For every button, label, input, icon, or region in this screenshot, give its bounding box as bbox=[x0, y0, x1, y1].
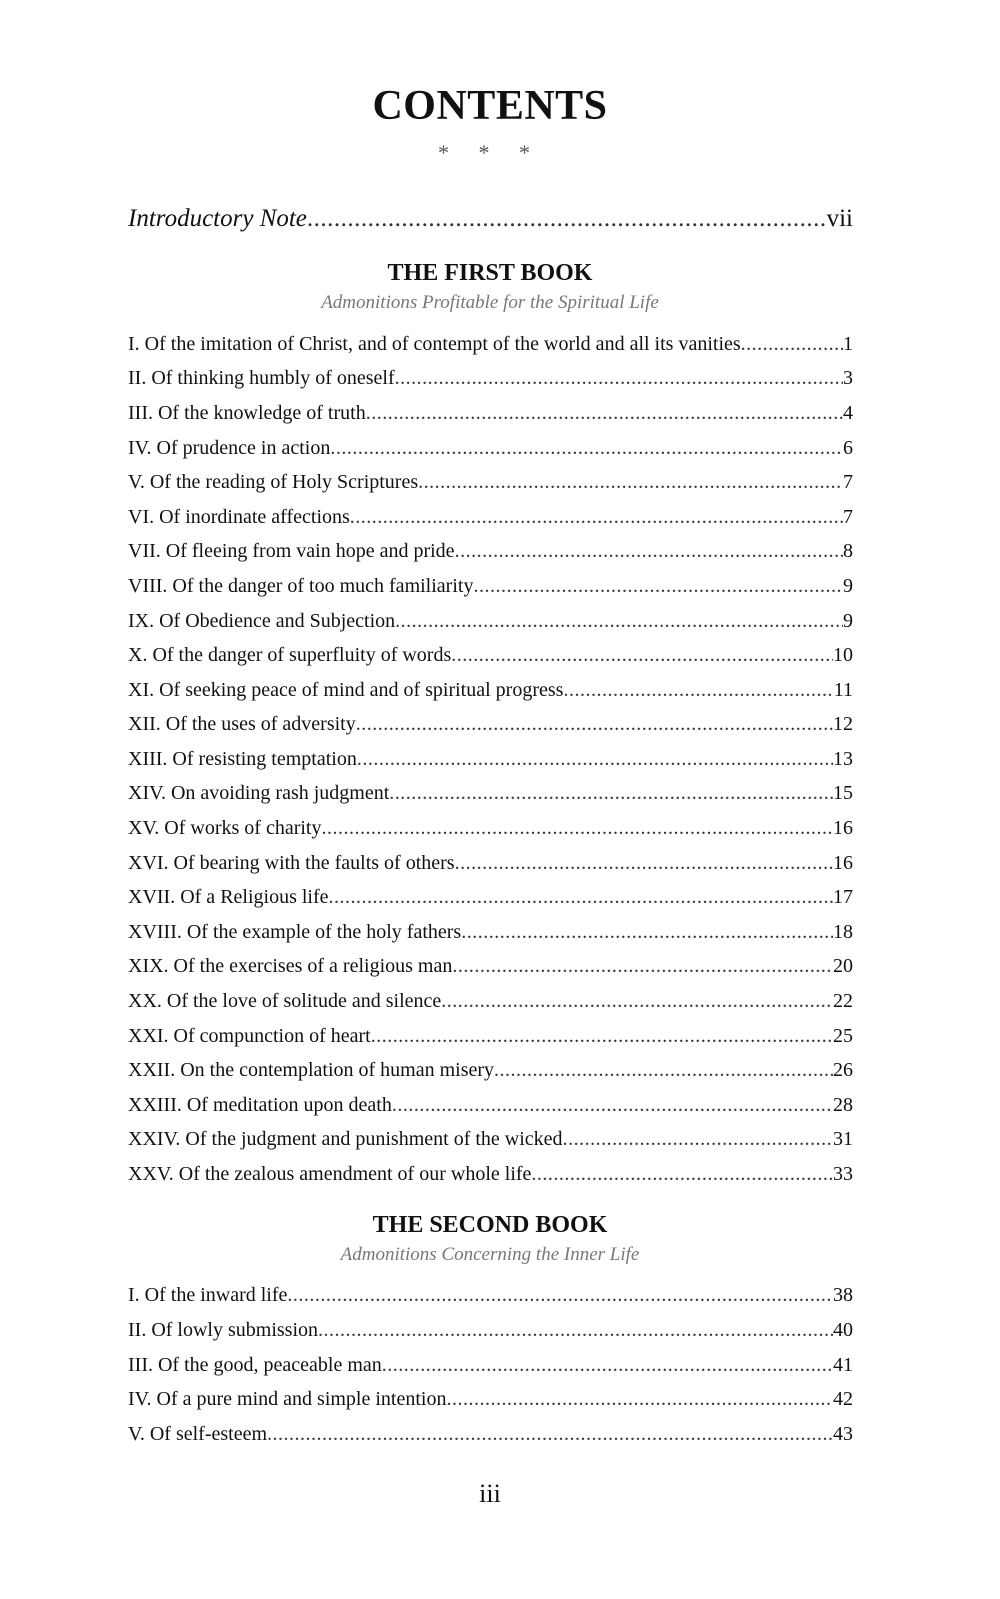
toc-entry-label: XI. Of seeking peace of mind and of spiritual progress bbox=[128, 679, 564, 701]
toc-entry[interactable] bbox=[128, 745, 853, 773]
dot-leader bbox=[357, 745, 833, 773]
toc-entry-label: III. Of the knowledge of truth bbox=[128, 402, 366, 424]
toc-entry-label: XXII. On the contemplation of human misery bbox=[128, 1059, 495, 1081]
toc-entry-page: 11 bbox=[833, 679, 853, 701]
toc-entry-page: 7 bbox=[843, 506, 853, 528]
dot-leader bbox=[446, 1385, 833, 1413]
toc-entry-page: 12 bbox=[833, 713, 853, 735]
dot-leader bbox=[329, 883, 833, 911]
toc-entry[interactable] bbox=[128, 1022, 853, 1050]
toc-entry-label: XXV. Of the zealous amendment of our whole life bbox=[128, 1163, 532, 1185]
dot-leader bbox=[287, 1281, 833, 1309]
dot-leader bbox=[395, 607, 843, 635]
ornament-asterisks: * * * bbox=[438, 140, 542, 165]
toc-entry-label: II. Of thinking humbly of oneself bbox=[128, 367, 395, 389]
dot-leader bbox=[371, 1022, 833, 1050]
toc-entry-page: 18 bbox=[833, 921, 853, 943]
toc-entry-page: 16 bbox=[833, 817, 853, 839]
toc-entry[interactable] bbox=[128, 1316, 853, 1344]
toc-entry[interactable] bbox=[128, 676, 853, 704]
toc-entry-label: Introductory Note bbox=[128, 205, 307, 232]
dot-leader bbox=[322, 814, 834, 842]
dot-leader bbox=[531, 1160, 833, 1188]
toc-entry-label: XX. Of the love of solitude and silence bbox=[128, 990, 442, 1012]
dot-leader bbox=[267, 1420, 833, 1448]
toc-entry-label: VI. Of inordinate affections bbox=[128, 506, 350, 528]
toc-entry-page: 26 bbox=[833, 1059, 853, 1081]
toc-entry-label: VIII. Of the danger of too much familiarity bbox=[128, 575, 474, 597]
toc-entry[interactable] bbox=[128, 987, 853, 1015]
dot-leader bbox=[455, 849, 833, 877]
dot-leader bbox=[461, 918, 833, 946]
toc-entry-label: XVI. Of bearing with the faults of others bbox=[128, 852, 455, 874]
dot-leader bbox=[392, 1091, 833, 1119]
toc-entry[interactable] bbox=[128, 710, 853, 738]
toc-entry-page: 33 bbox=[833, 1163, 853, 1185]
toc-entry[interactable] bbox=[128, 1125, 853, 1153]
dot-leader bbox=[382, 1351, 833, 1379]
toc-entry[interactable] bbox=[128, 537, 853, 565]
dot-leader bbox=[452, 952, 833, 980]
toc-entry-label: XVII. Of a Religious life bbox=[128, 886, 329, 908]
toc-entry-page: 40 bbox=[833, 1319, 853, 1341]
toc-entry-page: 10 bbox=[833, 644, 853, 666]
dot-leader bbox=[473, 572, 843, 600]
toc-entry-label: XII. Of the uses of adversity bbox=[128, 713, 356, 735]
toc-entry-page: 22 bbox=[833, 990, 853, 1012]
toc-entry-page: 25 bbox=[833, 1025, 853, 1047]
toc-entry[interactable] bbox=[128, 607, 853, 635]
toc-entry-page: 1 bbox=[843, 333, 853, 355]
toc-entry[interactable] bbox=[128, 779, 853, 807]
toc-entry-page: 4 bbox=[843, 402, 853, 424]
toc-entry-label: V. Of self-esteem bbox=[128, 1423, 268, 1445]
toc-entry-page: 6 bbox=[843, 437, 853, 459]
toc-entry-label: III. Of the good, peaceable man bbox=[128, 1354, 382, 1376]
toc-entry-label: V. Of the reading of Holy Scriptures bbox=[128, 471, 419, 493]
toc-entry[interactable] bbox=[128, 1385, 853, 1413]
toc-entry[interactable] bbox=[128, 1056, 853, 1084]
dot-leader bbox=[418, 468, 843, 496]
toc-entry-page: 3 bbox=[843, 367, 853, 389]
dot-leader bbox=[455, 537, 843, 565]
toc-entry[interactable] bbox=[128, 434, 853, 462]
toc-entry-page: 28 bbox=[833, 1094, 853, 1116]
toc-entry-page: 13 bbox=[833, 748, 853, 770]
toc-entry[interactable] bbox=[128, 1091, 853, 1119]
book-subtitle-first: Admonitions Profitable for the Spiritual Life bbox=[321, 292, 659, 313]
dot-leader bbox=[563, 1125, 833, 1153]
toc-entry-page: 9 bbox=[843, 575, 853, 597]
toc-entry-label: IV. Of prudence in action bbox=[128, 437, 331, 459]
dot-leader bbox=[350, 503, 843, 531]
page-number: iii bbox=[479, 1479, 501, 1508]
dot-leader bbox=[494, 1056, 833, 1084]
dot-leader bbox=[741, 330, 843, 358]
dot-leader bbox=[330, 434, 843, 462]
page-title: CONTENTS bbox=[372, 83, 608, 129]
toc-entry[interactable] bbox=[128, 1420, 853, 1448]
toc-entry-label: IV. Of a pure mind and simple intention bbox=[128, 1388, 447, 1410]
toc-entry[interactable] bbox=[128, 503, 853, 531]
toc-entry-label: IX. Of Obedience and Subjection bbox=[128, 610, 396, 632]
toc-entry-page: 7 bbox=[843, 471, 853, 493]
toc-entry[interactable] bbox=[128, 883, 853, 911]
toc-entry[interactable] bbox=[128, 1351, 853, 1379]
toc-entry[interactable] bbox=[128, 918, 853, 946]
book-subtitle-second: Admonitions Concerning the Inner Life bbox=[340, 1244, 640, 1265]
toc-entry[interactable] bbox=[128, 641, 853, 669]
toc-entry-label: XIX. Of the exercises of a religious man bbox=[128, 955, 453, 977]
toc-entry-page: 17 bbox=[833, 886, 853, 908]
toc-entry-label: II. Of lowly submission bbox=[128, 1319, 318, 1341]
book-title-second: THE SECOND BOOK bbox=[372, 1212, 608, 1238]
toc-entry[interactable] bbox=[128, 399, 853, 427]
toc-entry-label: XXI. Of compunction of heart bbox=[128, 1025, 371, 1047]
toc-entry-page: 41 bbox=[833, 1354, 853, 1376]
toc-entry[interactable] bbox=[128, 364, 853, 392]
toc-entry-page: vii bbox=[826, 205, 853, 232]
dot-leader bbox=[451, 641, 833, 669]
toc-entry-label: XV. Of works of charity bbox=[128, 817, 322, 839]
toc-entry[interactable] bbox=[128, 1281, 853, 1309]
toc-entry[interactable] bbox=[128, 1160, 853, 1188]
dot-leader bbox=[356, 710, 833, 738]
toc-entry[interactable] bbox=[128, 849, 853, 877]
toc-entry-page: 42 bbox=[833, 1388, 853, 1410]
dot-leader bbox=[307, 202, 827, 236]
toc-entry-label: XVIII. Of the example of the holy fathers bbox=[128, 921, 462, 943]
book-title-first: THE FIRST BOOK bbox=[387, 260, 593, 286]
toc-entry-label: I. Of the imitation of Christ, and of contempt of the world and all its vanities bbox=[128, 333, 741, 355]
toc-entry[interactable] bbox=[128, 814, 853, 842]
toc-entry-page: 38 bbox=[833, 1284, 853, 1306]
toc-entry-label: VII. Of fleeing from vain hope and pride bbox=[128, 540, 455, 562]
toc-entry-page: 31 bbox=[833, 1128, 853, 1150]
toc-entry-label: XXIV. Of the judgment and punishment of the wicked bbox=[128, 1128, 563, 1150]
dot-leader bbox=[441, 987, 833, 1015]
dot-leader bbox=[318, 1316, 833, 1344]
toc-entry-page: 16 bbox=[833, 852, 853, 874]
toc-entry[interactable] bbox=[128, 330, 853, 358]
dot-leader bbox=[389, 779, 833, 807]
toc-entry-page: 9 bbox=[843, 610, 853, 632]
toc-entry[interactable] bbox=[128, 572, 853, 600]
toc-entry-label: XIII. Of resisting temptation bbox=[128, 748, 357, 770]
toc-entry-page: 20 bbox=[833, 955, 853, 977]
dot-leader bbox=[395, 364, 843, 392]
toc-entry-label: I. Of the inward life bbox=[128, 1284, 288, 1306]
toc-entry-label: XXIII. Of meditation upon death bbox=[128, 1094, 392, 1116]
toc-entry-page: 15 bbox=[833, 782, 853, 804]
toc-entry-label: XIV. On avoiding rash judgment bbox=[128, 782, 390, 804]
toc-entry-page: 43 bbox=[833, 1423, 853, 1445]
dot-leader bbox=[563, 676, 833, 704]
toc-entry-page: 8 bbox=[843, 540, 853, 562]
toc-entry[interactable] bbox=[128, 468, 853, 496]
toc-entry-label: X. Of the danger of superfluity of words bbox=[128, 644, 452, 666]
toc-entry-introductory-note[interactable] bbox=[128, 202, 853, 236]
toc-entry[interactable] bbox=[128, 952, 853, 980]
dot-leader bbox=[366, 399, 843, 427]
